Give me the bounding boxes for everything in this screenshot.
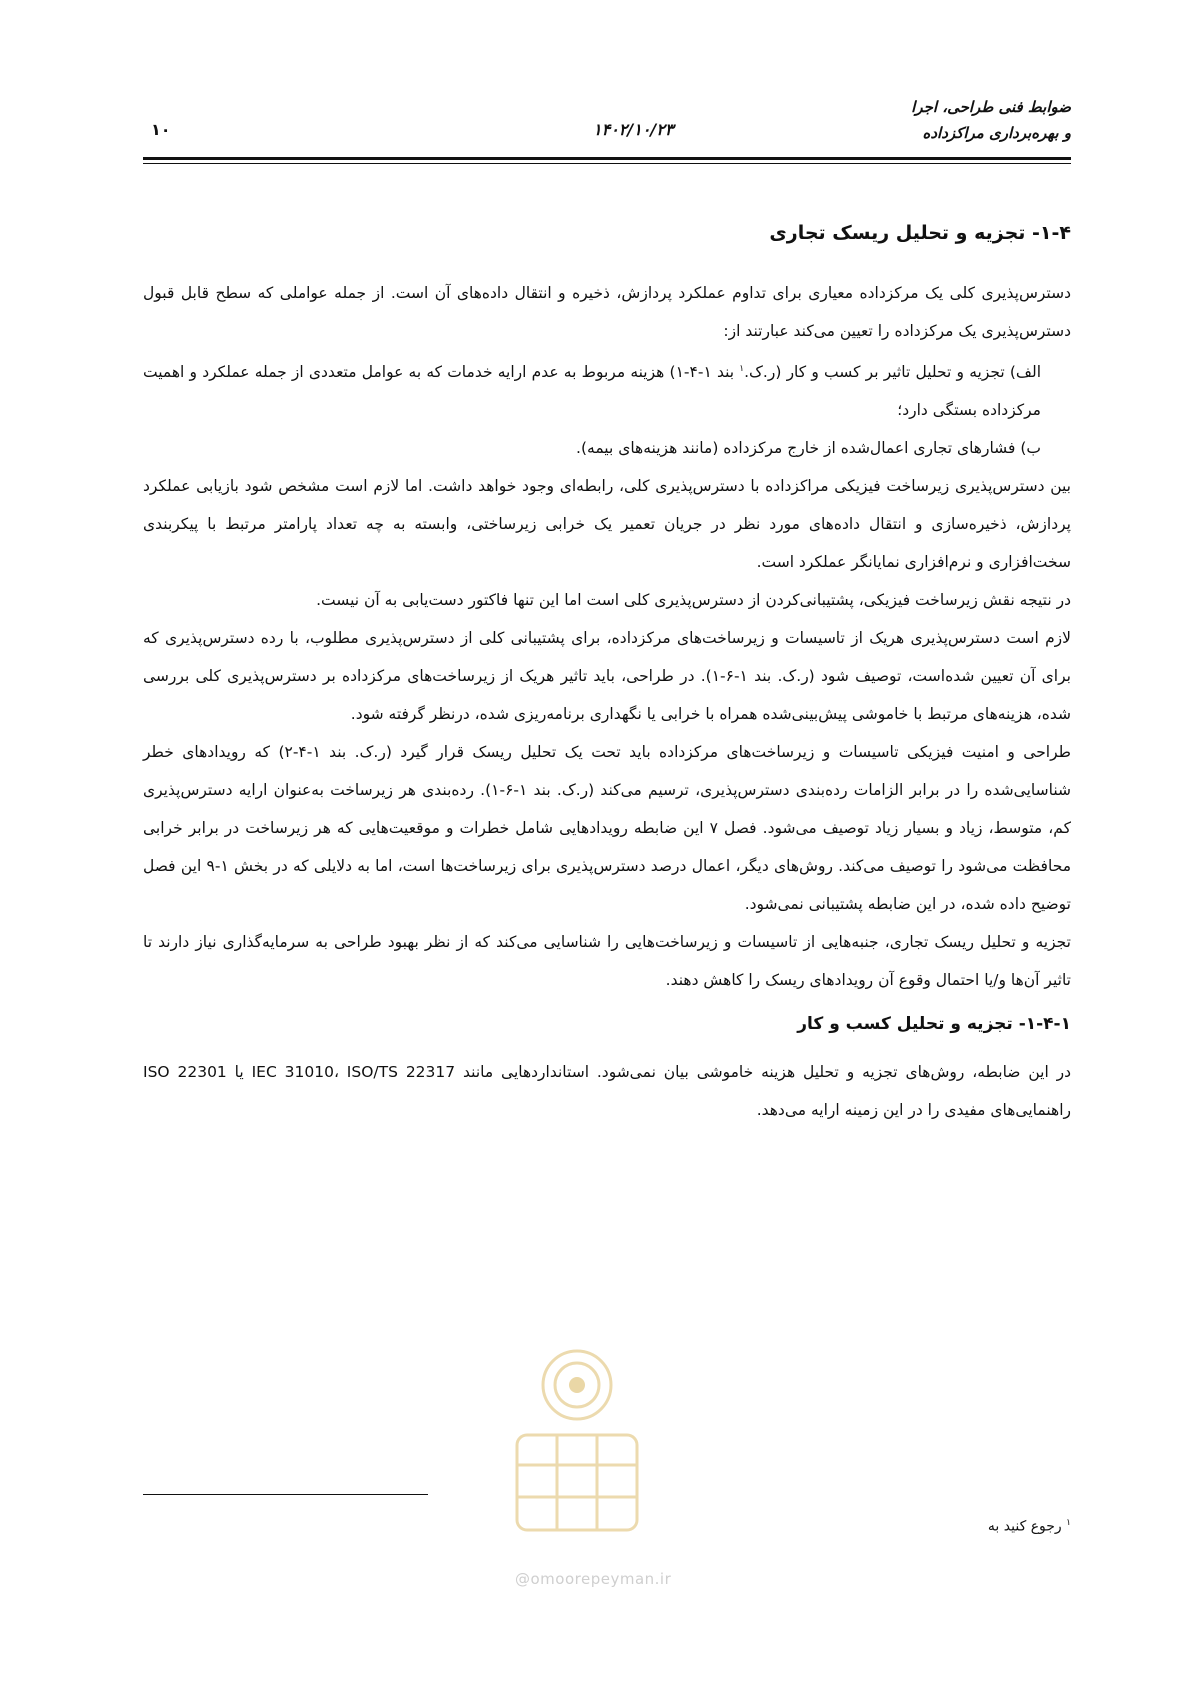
watermark-seal-icon — [487, 1325, 667, 1555]
document-title-line1: ضوابط فنی طراحی، اجرا — [911, 98, 1071, 116]
list-item-a — [143, 350, 1071, 429]
page-header — [143, 86, 1071, 164]
paragraph: بین دسترس‌پذیری زیرساخت فیزیکی مراکزداده با دسترس‌پذیری کلی، رابطه‌ای وجود خواهد داشت. اما لازم است مشخص شود بازیابی عملکرد پردازش، ذخیره‌سازی و انتقال داده‌های مورد نظر در جریان تعمیر یک خرابی زیرساختی، وابسته به چه تعداد پارامتر مرتبط با پیکربندی سخت‌افزاری و نرم‌افزاری نمایانگر عملکرد است. — [143, 477, 1071, 572]
footnote-number: ۱ — [1066, 1518, 1071, 1528]
document-title-line2: و بهره‌برداری مراکزداده — [922, 124, 1071, 142]
paragraph: لازم است دسترس‌پذیری هریک از تاسیسات و زیرساخت‌های مرکزداده، برای پشتیبانی کلی از دسترس‌پذیری مطلوب، با رده دسترس‌پذیری که برای آن تعیین شده‌است، توصیف شود (ر.ک. بند ۱-۶-۱). در طراحی، باید تاثیر هریک از زیرساخت‌های مرکزداده بر دسترس‌پذیری کلی بررسی شده، هزینه‌های مرتبط با خاموشی پیش‌بینی‌شده همراه با خرابی یا نگهداری برنامه‌ریزی شده، درنظر گرفته شود. — [143, 629, 1071, 724]
paragraph: دسترس‌پذیری کلی یک مرکزداده معیاری برای تداوم عملکرد پردازش، ذخیره و انتقال داده‌های آن است. از جمله عواملی که سطح قابل قبول دسترس‌پذیری یک مرکزداده را تعیین می‌کند عبارتند از: — [143, 284, 1071, 340]
subsection-heading: ۱-۴-۱- تجزیه و تحلیل کسب و کار — [797, 1014, 1071, 1035]
paragraph: تجزیه و تحلیل ریسک تجاری، جنبه‌هایی از تاسیسات و زیرساخت‌هایی را شناسایی می‌کند که از نظر بهبود طراحی به سرمایه‌گذاری نیاز دارند تا تاثیر آن‌ها و/یا احتمال وقوع آن رویدادهای ریسک را کاهش دهند. — [143, 933, 1071, 990]
list-item-b: ب) فشارهای تجاری اعمال‌شده از خارج مرکزداده (مانند هزینه‌های بیمه). — [576, 439, 1041, 458]
paragraph: در این ضابطه، روش‌های تجزیه و تحلیل هزینه خاموشی بیان نمی‌شود. استانداردهایی مانند IEC 31010، ISO/TS 22317 یا ISO 22301 راهنمایی‌های مفیدی را در این زمینه ارایه می‌دهد. — [143, 1063, 1072, 1120]
section-heading: ۱-۴- تجزیه و تحلیل ریسک تجاری — [769, 222, 1071, 244]
footnote-text: رجوع کنید به — [987, 1518, 1062, 1535]
footnote-ref[interactable]: ۱ — [739, 364, 745, 374]
list-item-a-text-start: الف) تجزیه و تحلیل تاثیر بر کسب و کار (ر.ک. — [744, 363, 1042, 382]
paragraph: در نتیجه نقش زیرساخت فیزیکی، پشتیبانی‌کردن از دسترس‌پذیری کلی است اما این تنها فاکتور دست‌یابی به آن نیست. — [316, 591, 1071, 610]
header-rule-thick — [143, 157, 1071, 160]
document-date: ۱۴۰۲/۱۰/۲۳ — [593, 120, 674, 139]
footnote-separator — [143, 1494, 428, 1495]
footnote — [988, 1518, 1071, 1535]
page-content — [143, 218, 1071, 1129]
watermark-url-text: omoorepeyman.ir — [530, 1570, 672, 1588]
page-number: ۱۰ — [151, 120, 171, 139]
header-rule-thin — [143, 163, 1071, 164]
watermark-url: @omoorepeyman.ir — [515, 1570, 672, 1588]
document-title — [911, 94, 1071, 146]
list-item-a-text-end: بند ۱-۴-۱) هزینه مربوط به عدم ارایه خدمات که به عوامل متعددی از جمله عملکرد و اهمیت مرکزداده بستگی دارد؛ — [143, 363, 1041, 420]
paragraph: طراحی و امنیت فیزیکی تاسیسات و زیرساخت‌های مرکزداده باید تحت یک تحلیل ریسک قرار گیرد (ر.ک. بند ۱-۴-۲) که رویدادهای خطر شناسایی‌شده را در برابر الزامات رده‌بندی دسترس‌پذیری، ترسیم می‌کند (ر.ک. بند ۱-۶-۱). رده‌بندی هر زیرساخت به‌عنوان ارایه دسترس‌پذیری کم، متوسط، زیاد و بسیار زیاد توصیف می‌شود. فصل ۷ این ضابطه رویدادهایی شامل خطرات و موقعیت‌هایی که هر زیرساخت در برابر خرابی محافظت می‌شود را توصیف می‌کند. روش‌های دیگر، اعمال درصد دسترس‌پذیری برای زیرساخت‌ها است، اما به دلایلی که در بخش ۱-۹ این فصل توضیح داده شده، در این ضابطه پشتیبانی نمی‌شود. — [143, 743, 1071, 914]
